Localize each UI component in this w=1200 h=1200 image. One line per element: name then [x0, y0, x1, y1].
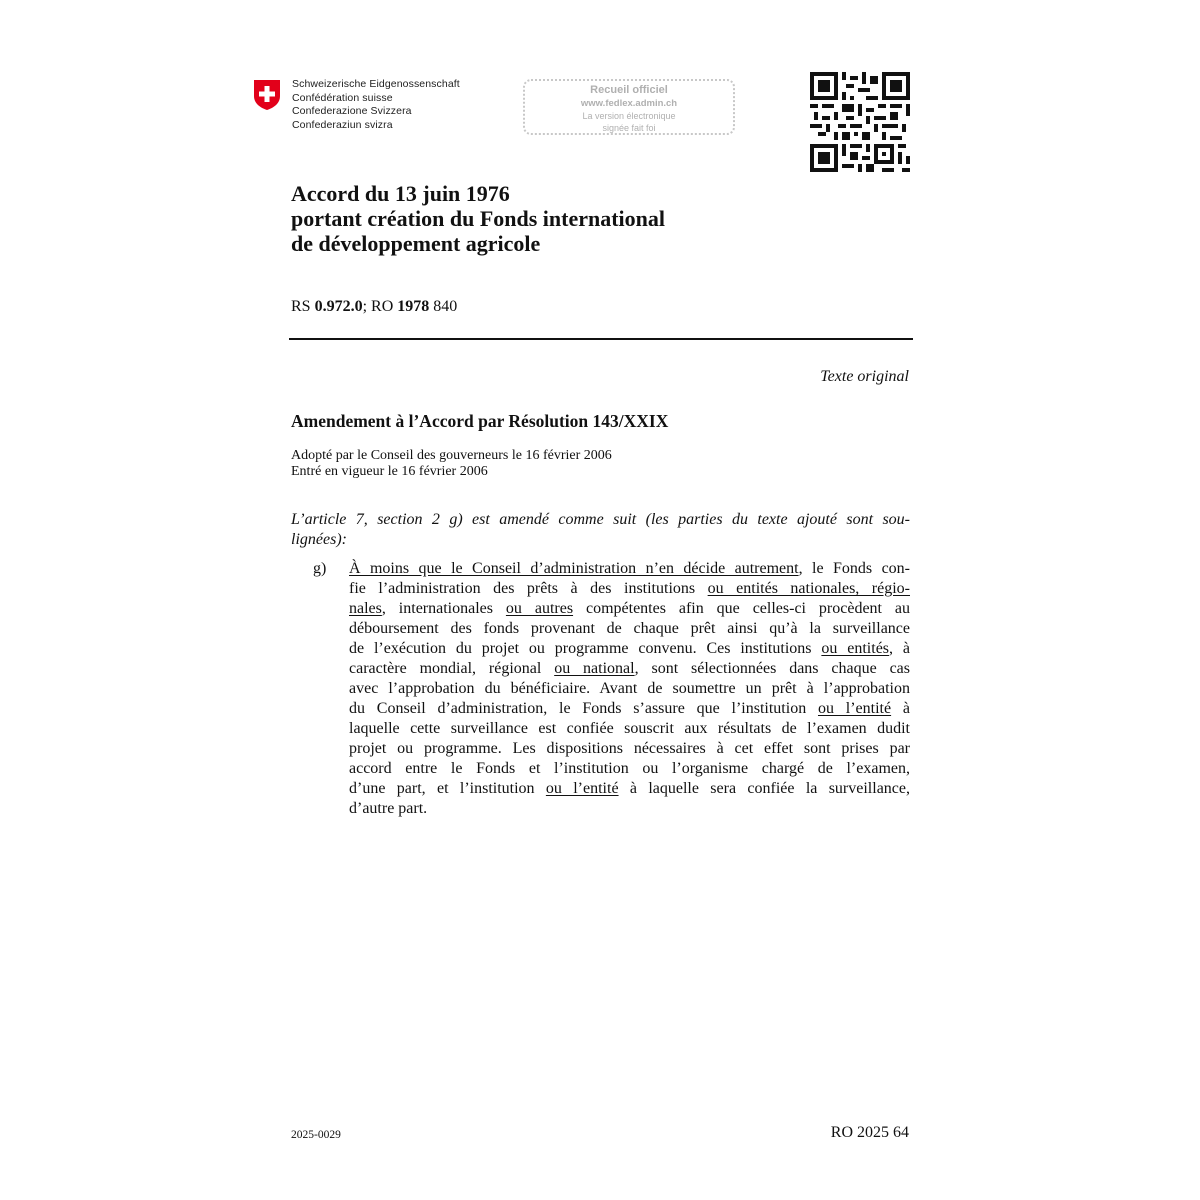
in-force-date: Entré en vigueur le 16 février 2006 — [291, 464, 488, 479]
paragraph-line — [349, 639, 910, 659]
paragraph-line — [349, 599, 910, 619]
added-text: ou national — [554, 660, 635, 677]
original-text-label: Texte original — [820, 368, 909, 385]
paragraph-line: déboursement des fonds provenant de chaque prêt ainsi qu’à la surveillance — [349, 620, 910, 637]
text-run: compétentes afin que celles-ci procèdent au — [573, 600, 910, 617]
added-text: ou entités nationales, régio- — [707, 580, 910, 597]
text-run: d’une part, et l’institution — [349, 780, 546, 797]
amended-paragraph — [349, 559, 910, 819]
paragraph-line: accord entre le Fonds et l’institution ou l’organisme chargé de l’examen, — [349, 760, 910, 777]
text-run: , à — [889, 640, 910, 657]
swiss-flag-icon — [253, 79, 281, 111]
paragraph-line — [349, 779, 910, 799]
text-run: , sont sélectionnées dans chaque cas — [634, 660, 910, 677]
paragraph-line: projet ou programme. Les dispositions nécessaires à cet effet sont prises par — [349, 740, 910, 757]
amendment-heading: Amendement à l’Accord par Résolution 143/XXIX — [291, 411, 669, 431]
text-run: à laquelle sera confiée la surveillance, — [618, 780, 910, 797]
stamp-note-2: signée fait foi — [602, 123, 656, 133]
text-run: , internationales — [381, 600, 506, 617]
paragraph-line — [349, 559, 910, 579]
adopted-date: Adopté par le Conseil des gouverneurs le 16 février 2006 — [291, 448, 612, 463]
gov-name-fr: Confédération suisse — [292, 91, 393, 104]
official-collection-stamp — [523, 79, 735, 135]
stamp-url[interactable]: www.fedlex.admin.ch — [580, 98, 678, 109]
title-line-2: portant création du Fonds international — [291, 206, 666, 231]
added-text: ou l’entité — [545, 780, 619, 797]
rs-value: 0.972.0 — [314, 298, 363, 315]
ro-page: 840 — [429, 298, 458, 315]
federal-administration-names — [292, 78, 460, 132]
ro-year: 1978 — [397, 298, 430, 315]
text-run: à — [891, 700, 910, 717]
title-line-3: de développement agricole — [291, 231, 541, 256]
horizontal-rule — [289, 338, 913, 340]
added-text: ou l’entité — [817, 700, 892, 717]
text-run: caractère mondial, régional — [349, 660, 555, 677]
reference-numbers — [291, 298, 457, 316]
intro-line-2: lignées): — [291, 531, 347, 548]
text-run: fie l’administration des prêts à des institutions — [349, 580, 708, 597]
footer-publication-reference: RO 2025 64 — [830, 1124, 909, 1141]
item-letter: g) — [313, 560, 327, 577]
added-text: ou autres — [505, 600, 574, 617]
text-run: , le Fonds con- — [798, 560, 910, 577]
gov-name-rm: Confederaziun svizra — [292, 118, 393, 131]
added-text: nales — [349, 600, 382, 617]
title-line-1: Accord du 13 juin 1976 — [291, 181, 510, 206]
paragraph-line — [349, 659, 910, 679]
ro-label: ; RO — [362, 298, 398, 315]
text-run: de l’exécution du projet ou programme convenu. Ces institutions — [349, 640, 822, 657]
added-text: À moins que le Conseil d’administration n’en décide autrement — [349, 560, 799, 577]
paragraph-line: d’autre part. — [349, 800, 428, 817]
rs-label: RS — [291, 298, 315, 315]
intro-line-1: L’article 7, section 2 g) est amendé comme suit (les parties du texte ajouté sont sou- — [291, 511, 910, 528]
text-run: du Conseil d’administration, le Fonds s’assure que l’institution — [349, 700, 818, 717]
amendment-intro — [291, 510, 910, 550]
stamp-title: Recueil officiel — [590, 84, 668, 96]
paragraph-line: laquelle cette surveillance est confiée souscrit aux résultats de l’examen dudit — [349, 720, 910, 737]
footer-document-number: 2025-0029 — [291, 1129, 341, 1141]
qr-code-icon — [810, 72, 910, 172]
paragraph-line: avec l’approbation du bénéficiaire. Avant de soumettre un prêt à l’approbation — [349, 680, 910, 697]
paragraph-line — [349, 699, 910, 719]
gov-name-de: Schweizerische Eidgenossenschaft — [292, 78, 460, 90]
adoption-info — [291, 448, 612, 480]
stamp-note-1: La version électronique — [582, 111, 676, 121]
gov-name-it: Confederazione Svizzera — [292, 105, 412, 117]
added-text: ou entités — [821, 640, 890, 657]
paragraph-line — [349, 579, 910, 599]
document-title — [291, 181, 665, 256]
